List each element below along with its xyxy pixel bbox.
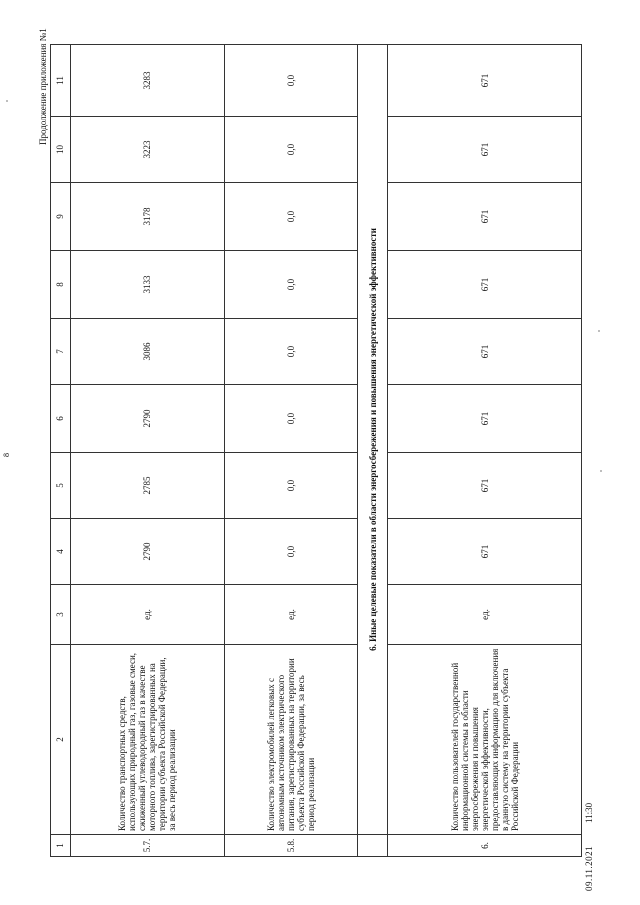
section-title: 6. Иные целевые показатели в области энергосбережения и повышения энергетической эффективности bbox=[358, 45, 388, 835]
row-value: 3133 bbox=[70, 251, 224, 319]
row-value: 0,0 bbox=[224, 117, 357, 183]
row-value: 671 bbox=[388, 45, 582, 117]
col-num-1: 1 bbox=[51, 835, 71, 857]
indicators-table bbox=[50, 44, 582, 857]
row-number: 5.8. bbox=[224, 835, 357, 857]
col-num-10: 10 bbox=[51, 117, 71, 183]
row-value: 0,0 bbox=[224, 453, 357, 519]
row-number: 5.7. bbox=[70, 835, 224, 857]
row-number: 6. bbox=[388, 835, 582, 857]
row-value: 0,0 bbox=[224, 319, 357, 385]
row-value: 0,0 bbox=[224, 183, 357, 251]
table-row bbox=[70, 45, 224, 857]
col-num-5: 5 bbox=[51, 453, 71, 519]
scan-speck bbox=[598, 330, 600, 332]
page-number: 8 bbox=[2, 453, 11, 457]
col-num-6: 6 bbox=[51, 385, 71, 453]
table-row bbox=[388, 45, 582, 857]
row-value: 3086 bbox=[70, 319, 224, 385]
row-value: 0,0 bbox=[224, 519, 357, 585]
row-value: 671 bbox=[388, 453, 582, 519]
section-spacer-cell bbox=[358, 835, 388, 857]
row-label: Количество транспортных средств, использующих природный газ, газовые смеси, сжиженный углеводородный газ в качестве моторного топлива, зарегистрированных на территории субъекта Российской Федерации, за весь период реализации bbox=[70, 645, 224, 835]
col-num-3: 3 bbox=[51, 585, 71, 645]
row-label: Количество пользователей государственной информационной системы в области энергосбережения и повышения энергетической эффективности, предоставляющих информацию для включения в данную систему на территории субъекта Российской Федерации bbox=[388, 645, 582, 835]
row-value: 671 bbox=[388, 385, 582, 453]
col-num-9: 9 bbox=[51, 183, 71, 251]
row-value: 671 bbox=[388, 519, 582, 585]
footer-date: 09.11.2021 bbox=[584, 845, 594, 891]
row-value: 671 bbox=[388, 183, 582, 251]
col-num-2: 2 bbox=[51, 645, 71, 835]
scan-speck bbox=[6, 100, 8, 102]
row-value: 0,0 bbox=[224, 45, 357, 117]
scan-speck bbox=[600, 470, 602, 472]
row-value: 2790 bbox=[70, 385, 224, 453]
row-value: 671 bbox=[388, 251, 582, 319]
row-value: 671 bbox=[388, 319, 582, 385]
row-value: 3283 bbox=[70, 45, 224, 117]
continuation-note: Продолжение приложения №1 bbox=[38, 28, 48, 145]
row-value: 3178 bbox=[70, 183, 224, 251]
col-num-4: 4 bbox=[51, 519, 71, 585]
row-unit: ед. bbox=[388, 585, 582, 645]
row-value: 2790 bbox=[70, 519, 224, 585]
row-unit: ед. bbox=[70, 585, 224, 645]
row-unit: ед. bbox=[224, 585, 357, 645]
row-value: 0,0 bbox=[224, 385, 357, 453]
row-value: 3223 bbox=[70, 117, 224, 183]
column-number-row bbox=[51, 45, 71, 857]
col-num-8: 8 bbox=[51, 251, 71, 319]
table-row bbox=[224, 45, 357, 857]
section-row bbox=[358, 45, 388, 857]
col-num-7: 7 bbox=[51, 319, 71, 385]
row-label: Количество электромобилей легковых с автономным источником электрического питания, зарегистрированных на территории субъекта Российской Федерации, за весь период реализации bbox=[224, 645, 357, 835]
footer-time: 11:30 bbox=[584, 802, 594, 823]
row-value: 0,0 bbox=[224, 251, 357, 319]
row-value: 2785 bbox=[70, 453, 224, 519]
row-value: 671 bbox=[388, 117, 582, 183]
col-num-11: 11 bbox=[51, 45, 71, 117]
